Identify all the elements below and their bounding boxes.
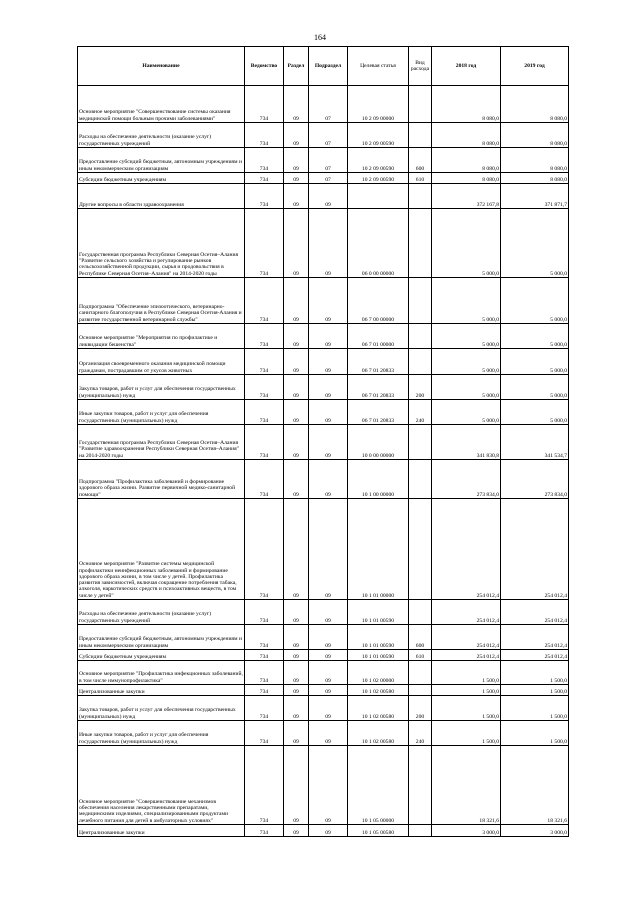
cell-target: 10 2 09 00590 bbox=[348, 123, 409, 148]
cell-name: Государственная программа Республики Северная Осетия–Алания "Развитие здравоохранения Республики Северная Осетия–Алания" на 2014-2020 годы bbox=[78, 425, 245, 460]
header-dept: Ведомство bbox=[245, 47, 284, 86]
table-row bbox=[78, 278, 569, 324]
cell-2019: 18 321,6 bbox=[501, 746, 569, 825]
cell-name: Основное мероприятие "Совершенствование механизмов обеспечения населения лекарственными препаратами, медицинскими изделиями, специализированными продуктами лечебного питания для детей в амбулаторных условиях" bbox=[78, 746, 245, 825]
cell-2018: 1 500,0 bbox=[432, 721, 501, 746]
cell-name: Закупка товаров, работ и услуг для обеспечения государственных (муниципальных) нужд bbox=[78, 696, 245, 721]
cell-2019: 254 012,4 bbox=[501, 499, 569, 600]
cell-exp-type: 610 bbox=[409, 173, 432, 184]
cell-target: 10 1 02 00000 bbox=[348, 661, 409, 685]
cell-subsection: 09 bbox=[309, 746, 348, 825]
cell-2018: 341 830,8 bbox=[432, 425, 501, 460]
cell-dept: 734 bbox=[245, 825, 284, 837]
cell-exp-type bbox=[409, 349, 432, 375]
cell-section: 09 bbox=[284, 148, 309, 173]
table-header-row bbox=[78, 47, 569, 86]
cell-2019: 1 500,0 bbox=[501, 661, 569, 685]
cell-name: Подпрограмма "Профилактика заболеваний и формирование здорового образа жизни. Развитие первичной медико-санитарной помощи" bbox=[78, 460, 245, 499]
cell-2018: 5 000,0 bbox=[432, 375, 501, 400]
budget-table bbox=[77, 46, 569, 837]
cell-target: 10 0 00 00000 bbox=[348, 425, 409, 460]
cell-2019: 5 000,0 bbox=[501, 209, 569, 278]
cell-exp-type bbox=[409, 460, 432, 499]
cell-2019: 1 500,0 bbox=[501, 721, 569, 746]
cell-2018: 254 012,4 bbox=[432, 650, 501, 661]
cell-section: 09 bbox=[284, 721, 309, 746]
table-row bbox=[78, 721, 569, 746]
cell-name: Основное мероприятие "Развитие системы медицинской профилактики неинфекционных заболеваний и формирование здорового образа жизни, в том числе у детей. Профилактика развития зависимостей, включая сокращение потребления табака, алкоголя, наркотических средств и психоактивных веществ, в том числе у детей" bbox=[78, 499, 245, 600]
cell-target: 10 1 01 00590 bbox=[348, 650, 409, 661]
cell-2019: 254 012,4 bbox=[501, 625, 569, 650]
cell-exp-type bbox=[409, 661, 432, 685]
cell-2019: 5 000,0 bbox=[501, 400, 569, 425]
cell-subsection: 09 bbox=[309, 184, 348, 209]
cell-2019: 273 834,0 bbox=[501, 460, 569, 499]
cell-name: Подпрограмма "Обеспечение эпизоотического, ветеринарно-санитарного благополучия в Республике Северная Осетия-Алания и развитие государственной ветеринарной службы" bbox=[78, 278, 245, 324]
cell-subsection: 09 bbox=[309, 499, 348, 600]
cell-name: Основное мероприятие "Совершенствование системы оказания медицинской помощи больным прочими заболеваниями" bbox=[78, 86, 245, 123]
cell-exp-type: 610 bbox=[409, 650, 432, 661]
cell-subsection: 09 bbox=[309, 685, 348, 696]
cell-target: 10 1 01 00000 bbox=[348, 499, 409, 600]
cell-exp-type: 200 bbox=[409, 375, 432, 400]
cell-2019: 254 012,4 bbox=[501, 600, 569, 625]
cell-target: 06 7 01 20833 bbox=[348, 400, 409, 425]
cell-dept: 734 bbox=[245, 696, 284, 721]
table-row bbox=[78, 184, 569, 209]
cell-dept: 734 bbox=[245, 650, 284, 661]
cell-2019: 8 080,0 bbox=[501, 123, 569, 148]
cell-subsection: 09 bbox=[309, 425, 348, 460]
cell-section: 09 bbox=[284, 184, 309, 209]
cell-target: 10 1 00 00000 bbox=[348, 460, 409, 499]
cell-dept: 734 bbox=[245, 685, 284, 696]
cell-2019: 3 000,0 bbox=[501, 825, 569, 837]
cell-dept: 734 bbox=[245, 173, 284, 184]
cell-2018: 1 500,0 bbox=[432, 661, 501, 685]
cell-2018: 372 167,8 bbox=[432, 184, 501, 209]
cell-subsection: 09 bbox=[309, 825, 348, 837]
header-target: Целевая статья bbox=[348, 47, 409, 86]
cell-dept: 734 bbox=[245, 600, 284, 625]
table-row bbox=[78, 600, 569, 625]
cell-name: Предоставление субсидий бюджетным, автономным учреждениям и иным некоммерческим организациям bbox=[78, 625, 245, 650]
cell-subsection: 07 bbox=[309, 173, 348, 184]
cell-2019: 1 500,0 bbox=[501, 685, 569, 696]
cell-exp-type: 240 bbox=[409, 721, 432, 746]
cell-name: Централизованные закупки bbox=[78, 685, 245, 696]
table-row bbox=[78, 685, 569, 696]
table-row bbox=[78, 625, 569, 650]
cell-section: 09 bbox=[284, 625, 309, 650]
cell-name: Иные закупки товаров, работ и услуг для обеспечения государственных (муниципальных) нужд bbox=[78, 721, 245, 746]
cell-exp-type: 200 bbox=[409, 696, 432, 721]
cell-2018: 5 000,0 bbox=[432, 400, 501, 425]
cell-section: 09 bbox=[284, 375, 309, 400]
table-row bbox=[78, 661, 569, 685]
cell-2018: 254 012,4 bbox=[432, 625, 501, 650]
cell-2018: 273 834,0 bbox=[432, 460, 501, 499]
table-row bbox=[78, 148, 569, 173]
cell-name: Субсидии бюджетным учреждениям bbox=[78, 173, 245, 184]
table-body bbox=[78, 86, 569, 837]
table-row bbox=[78, 123, 569, 148]
cell-section: 09 bbox=[284, 123, 309, 148]
cell-target: 06 7 01 20833 bbox=[348, 349, 409, 375]
cell-name: Государственная программа Республики Северная Осетия–Алания "Развитие сельского хозяйства и регулирование рынков сельскохозяйственной продукции, сырья и продовольствия в Республике Северная Осетия–Алания" на 2014-2020 годы bbox=[78, 209, 245, 278]
cell-2018: 254 012,4 bbox=[432, 600, 501, 625]
cell-exp-type bbox=[409, 499, 432, 600]
cell-dept: 734 bbox=[245, 123, 284, 148]
cell-2018: 8 080,0 bbox=[432, 173, 501, 184]
cell-section: 09 bbox=[284, 696, 309, 721]
cell-exp-type bbox=[409, 685, 432, 696]
table-row bbox=[78, 324, 569, 349]
cell-dept: 734 bbox=[245, 209, 284, 278]
cell-2018: 5 000,0 bbox=[432, 349, 501, 375]
cell-dept: 734 bbox=[245, 460, 284, 499]
cell-target: 10 1 05 00000 bbox=[348, 746, 409, 825]
cell-section: 09 bbox=[284, 685, 309, 696]
cell-subsection: 09 bbox=[309, 324, 348, 349]
cell-name: Другие вопросы в области здравоохранения bbox=[78, 184, 245, 209]
table-row bbox=[78, 86, 569, 123]
cell-subsection: 09 bbox=[309, 650, 348, 661]
cell-section: 09 bbox=[284, 324, 309, 349]
cell-section: 09 bbox=[284, 600, 309, 625]
cell-exp-type bbox=[409, 600, 432, 625]
cell-dept: 734 bbox=[245, 400, 284, 425]
cell-subsection: 09 bbox=[309, 278, 348, 324]
page-number: 164 bbox=[314, 33, 326, 42]
table-row bbox=[78, 825, 569, 837]
cell-dept: 734 bbox=[245, 184, 284, 209]
cell-2018: 8 080,0 bbox=[432, 86, 501, 123]
cell-subsection: 07 bbox=[309, 86, 348, 123]
cell-target: 10 2 09 00590 bbox=[348, 173, 409, 184]
cell-section: 09 bbox=[284, 825, 309, 837]
table-row bbox=[78, 746, 569, 825]
table-row bbox=[78, 375, 569, 400]
cell-section: 09 bbox=[284, 400, 309, 425]
cell-dept: 734 bbox=[245, 425, 284, 460]
cell-2019: 254 012,4 bbox=[501, 650, 569, 661]
cell-2019: 371 871,7 bbox=[501, 184, 569, 209]
cell-subsection: 09 bbox=[309, 375, 348, 400]
cell-name: Расходы на обеспечение деятельности (оказание услуг) государственных учреждений bbox=[78, 600, 245, 625]
cell-2018: 5 000,0 bbox=[432, 278, 501, 324]
cell-subsection: 09 bbox=[309, 400, 348, 425]
cell-section: 09 bbox=[284, 650, 309, 661]
cell-subsection: 09 bbox=[309, 460, 348, 499]
cell-exp-type bbox=[409, 746, 432, 825]
cell-2018: 254 012,4 bbox=[432, 499, 501, 600]
cell-2019: 8 080,0 bbox=[501, 173, 569, 184]
cell-dept: 734 bbox=[245, 661, 284, 685]
cell-exp-type: 600 bbox=[409, 625, 432, 650]
cell-subsection: 09 bbox=[309, 721, 348, 746]
table-row bbox=[78, 460, 569, 499]
cell-target: 10 2 09 00590 bbox=[348, 148, 409, 173]
cell-exp-type bbox=[409, 184, 432, 209]
cell-target: 10 2 09 00000 bbox=[348, 86, 409, 123]
cell-name: Расходы на обеспечение деятельности (оказание услуг) государственных учреждений bbox=[78, 123, 245, 148]
cell-section: 09 bbox=[284, 209, 309, 278]
cell-dept: 734 bbox=[245, 625, 284, 650]
cell-subsection: 07 bbox=[309, 123, 348, 148]
cell-section: 09 bbox=[284, 661, 309, 685]
cell-section: 09 bbox=[284, 173, 309, 184]
cell-2019: 341 534,7 bbox=[501, 425, 569, 460]
cell-name: Предоставление субсидий бюджетным, автономным учреждениям и иным некоммерческим организациям bbox=[78, 148, 245, 173]
cell-subsection: 09 bbox=[309, 209, 348, 278]
cell-dept: 734 bbox=[245, 86, 284, 123]
cell-target: 06 7 01 00000 bbox=[348, 324, 409, 349]
cell-dept: 734 bbox=[245, 324, 284, 349]
cell-target: 06 7 01 20833 bbox=[348, 375, 409, 400]
cell-subsection: 09 bbox=[309, 696, 348, 721]
table-row bbox=[78, 173, 569, 184]
cell-2019: 1 500,0 bbox=[501, 696, 569, 721]
cell-2018: 8 080,0 bbox=[432, 148, 501, 173]
table-row bbox=[78, 499, 569, 600]
table-row bbox=[78, 650, 569, 661]
cell-name: Основное мероприятие "Профилактика инфекционных заболеваний, в том числе иммунопрофилактика" bbox=[78, 661, 245, 685]
cell-2018: 5 000,0 bbox=[432, 209, 501, 278]
cell-section: 09 bbox=[284, 349, 309, 375]
cell-exp-type bbox=[409, 278, 432, 324]
cell-name: Субсидии бюджетным учреждениям bbox=[78, 650, 245, 661]
cell-subsection: 09 bbox=[309, 661, 348, 685]
cell-2019: 5 000,0 bbox=[501, 349, 569, 375]
cell-subsection: 09 bbox=[309, 625, 348, 650]
cell-target: 10 1 01 00590 bbox=[348, 600, 409, 625]
cell-exp-type: 600 bbox=[409, 148, 432, 173]
cell-target: 10 1 05 00580 bbox=[348, 825, 409, 837]
cell-target: 10 1 02 00580 bbox=[348, 696, 409, 721]
cell-2019: 8 080,0 bbox=[501, 86, 569, 123]
cell-dept: 734 bbox=[245, 499, 284, 600]
table-row bbox=[78, 400, 569, 425]
cell-target: 06 0 00 00000 bbox=[348, 209, 409, 278]
cell-exp-type bbox=[409, 86, 432, 123]
table-row bbox=[78, 696, 569, 721]
cell-section: 09 bbox=[284, 425, 309, 460]
cell-exp-type: 240 bbox=[409, 400, 432, 425]
cell-target: 10 1 02 00580 bbox=[348, 685, 409, 696]
cell-2019: 8 080,0 bbox=[501, 148, 569, 173]
cell-exp-type bbox=[409, 425, 432, 460]
cell-dept: 734 bbox=[245, 746, 284, 825]
cell-dept: 734 bbox=[245, 349, 284, 375]
cell-exp-type bbox=[409, 209, 432, 278]
header-2019: 2019 год bbox=[501, 47, 569, 86]
cell-section: 09 bbox=[284, 499, 309, 600]
cell-dept: 734 bbox=[245, 721, 284, 746]
table-row bbox=[78, 349, 569, 375]
cell-2018: 5 000,0 bbox=[432, 324, 501, 349]
header-section: Раздел bbox=[284, 47, 309, 86]
cell-section: 09 bbox=[284, 86, 309, 123]
cell-2019: 5 000,0 bbox=[501, 278, 569, 324]
cell-subsection: 07 bbox=[309, 148, 348, 173]
header-subsection: Подраздел bbox=[309, 47, 348, 86]
cell-dept: 734 bbox=[245, 148, 284, 173]
cell-2018: 18 321,6 bbox=[432, 746, 501, 825]
cell-name: Закупка товаров, работ и услуг для обеспечения государственных (муниципальных) нужд bbox=[78, 375, 245, 400]
cell-section: 09 bbox=[284, 746, 309, 825]
cell-name: Централизованные закупки bbox=[78, 825, 245, 837]
header-exp-type: Вид расхода bbox=[409, 47, 432, 86]
cell-exp-type bbox=[409, 324, 432, 349]
header-name: Наименование bbox=[78, 47, 245, 86]
table-row bbox=[78, 209, 569, 278]
cell-section: 09 bbox=[284, 278, 309, 324]
table-row bbox=[78, 425, 569, 460]
cell-exp-type bbox=[409, 825, 432, 837]
cell-exp-type bbox=[409, 123, 432, 148]
cell-dept: 734 bbox=[245, 278, 284, 324]
cell-2019: 5 000,0 bbox=[501, 375, 569, 400]
cell-name: Основное мероприятие "Мероприятия по профилактике и ликвидации бешенства" bbox=[78, 324, 245, 349]
cell-name: Иные закупки товаров, работ и услуг для обеспечения государственных (муниципальных) нужд bbox=[78, 400, 245, 425]
cell-2018: 1 500,0 bbox=[432, 696, 501, 721]
header-2018: 2018 год bbox=[432, 47, 501, 86]
cell-2018: 1 500,0 bbox=[432, 685, 501, 696]
cell-section: 09 bbox=[284, 460, 309, 499]
cell-2018: 3 000,0 bbox=[432, 825, 501, 837]
cell-dept: 734 bbox=[245, 375, 284, 400]
cell-target: 10 1 02 00580 bbox=[348, 721, 409, 746]
cell-target: 06 7 00 00000 bbox=[348, 278, 409, 324]
cell-2019: 5 000,0 bbox=[501, 324, 569, 349]
cell-subsection: 09 bbox=[309, 600, 348, 625]
cell-2018: 8 080,0 bbox=[432, 123, 501, 148]
cell-subsection: 09 bbox=[309, 349, 348, 375]
cell-target bbox=[348, 184, 409, 209]
cell-target: 10 1 01 00590 bbox=[348, 625, 409, 650]
cell-name: Организация своевременного оказания медицинской помощи гражданам, пострадавшим от укусов животных bbox=[78, 349, 245, 375]
